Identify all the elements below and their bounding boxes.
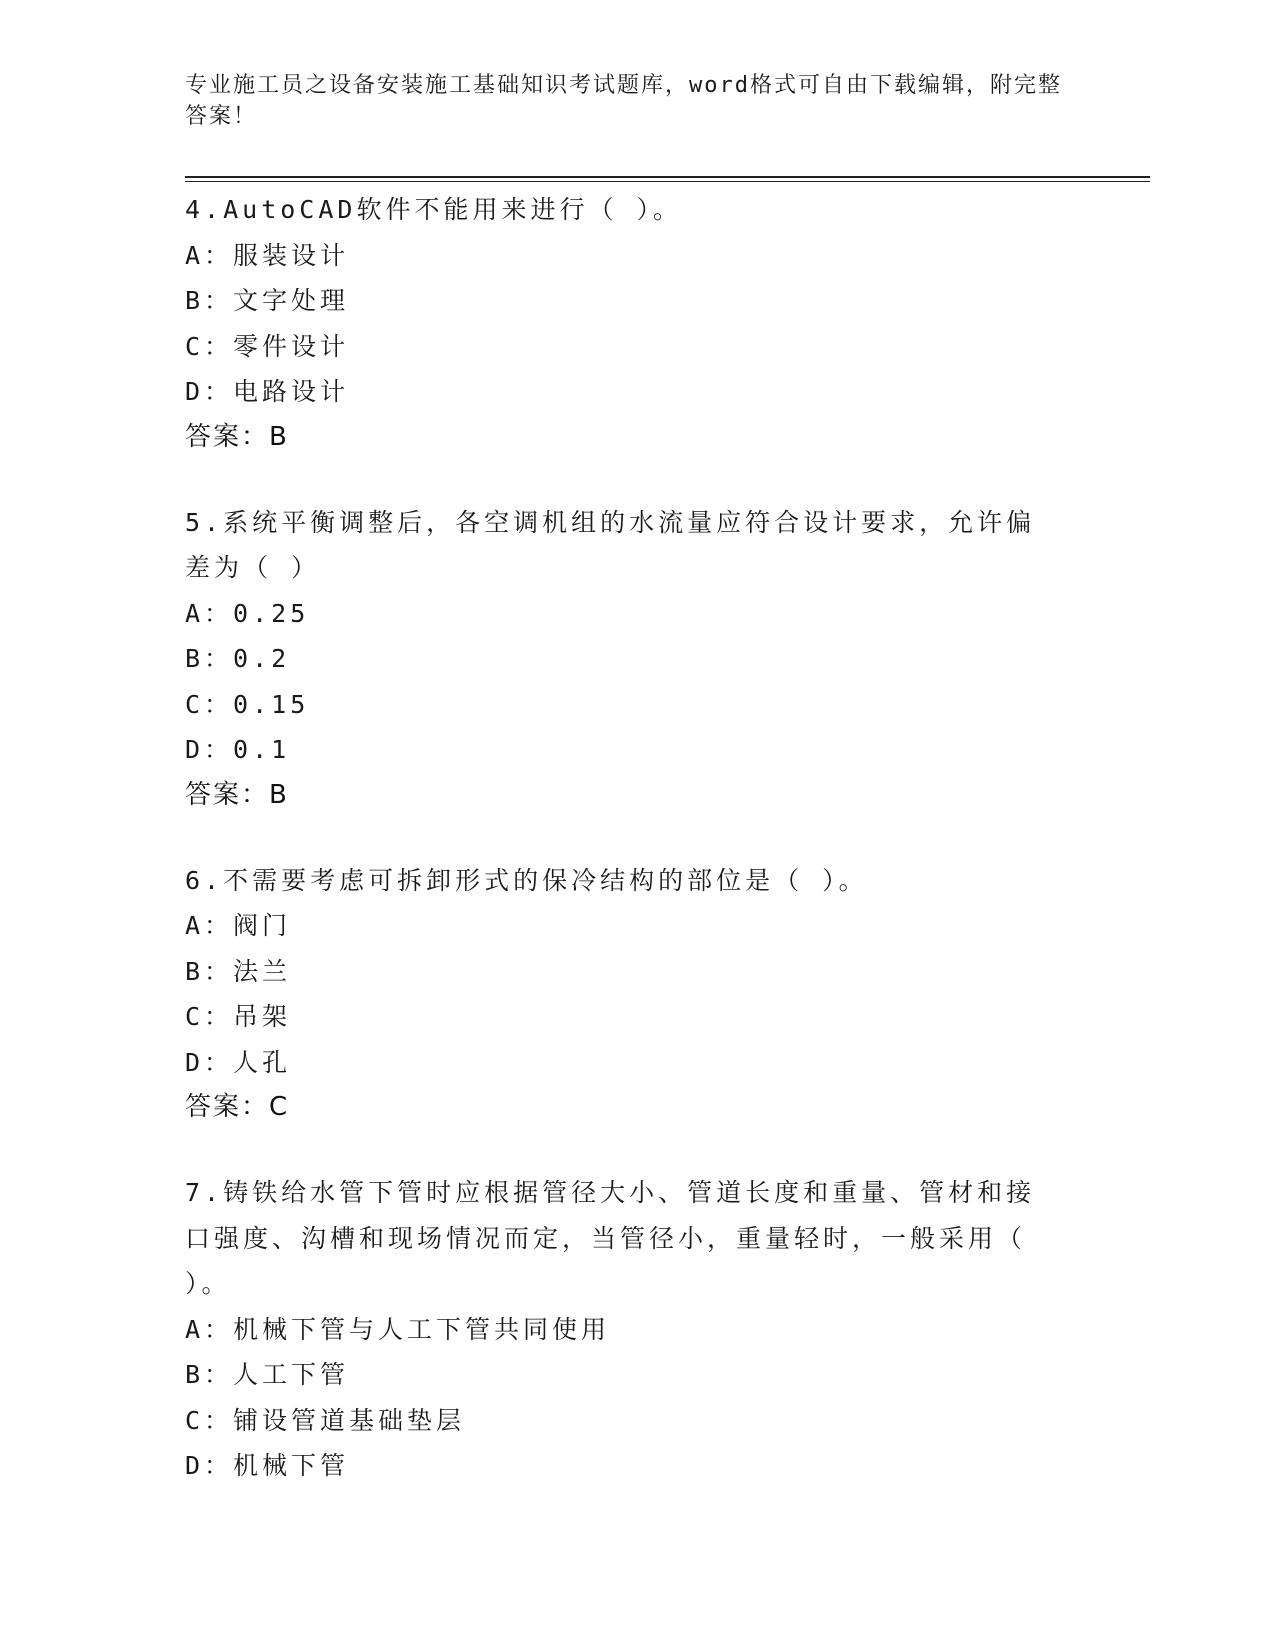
question-7 [185,1170,1085,1489]
question-stem: 7.铸铁给水管下管时应根据管径大小、管道长度和重量、管材和接口强度、沟槽和现场情况而定，当管径小，重量轻时，一般采用（ ）。 [185,1178,1046,1298]
option-a: A：机械下管与人工下管共同使用 [185,1314,611,1344]
option-b: B：人工下管 [185,1360,350,1389]
header-text: 专业施工员之设备安装施工基础知识考试题库，word格式可自由下载编辑，附完整答案！ [185,73,1062,129]
option-a: A：服装设计 [185,240,350,270]
option-d: D：机械下管 [185,1451,350,1480]
option-d: D：0.1 [185,735,291,764]
question-stem: 6.不需要考虑可拆卸形式的保冷结构的部位是（ ）。 [185,865,868,895]
question-4 [185,187,1085,460]
option-a: A：阀门 [185,911,292,940]
document-header [185,70,1145,132]
question-stem: 4.AutoCAD软件不能用来进行（ ）。 [185,195,683,224]
option-b: B：法兰 [185,956,292,986]
question-stem: 5.系统平衡调整后，各空调机组的水流量应符合设计要求，允许偏差为（ ） [185,507,1036,582]
question-list [185,187,1085,1529]
question-5 [185,500,1085,818]
option-c: C：吊架 [185,1002,292,1031]
header-divider [185,176,1150,182]
option-c: C：0.15 [185,689,310,719]
option-b: B：文字处理 [185,286,350,315]
option-b: B：0.2 [185,644,291,673]
option-a: A：0.25 [185,598,310,628]
question-6 [185,858,1085,1131]
option-c: C：铺设管道基础垫层 [185,1405,466,1435]
answer: 答案：C [185,1092,290,1122]
option-d: D：电路设计 [185,377,350,406]
answer: 答案：B [185,421,289,452]
answer: 答案：B [185,779,289,810]
option-d: D：人孔 [185,1047,292,1077]
option-c: C：零件设计 [185,331,350,361]
